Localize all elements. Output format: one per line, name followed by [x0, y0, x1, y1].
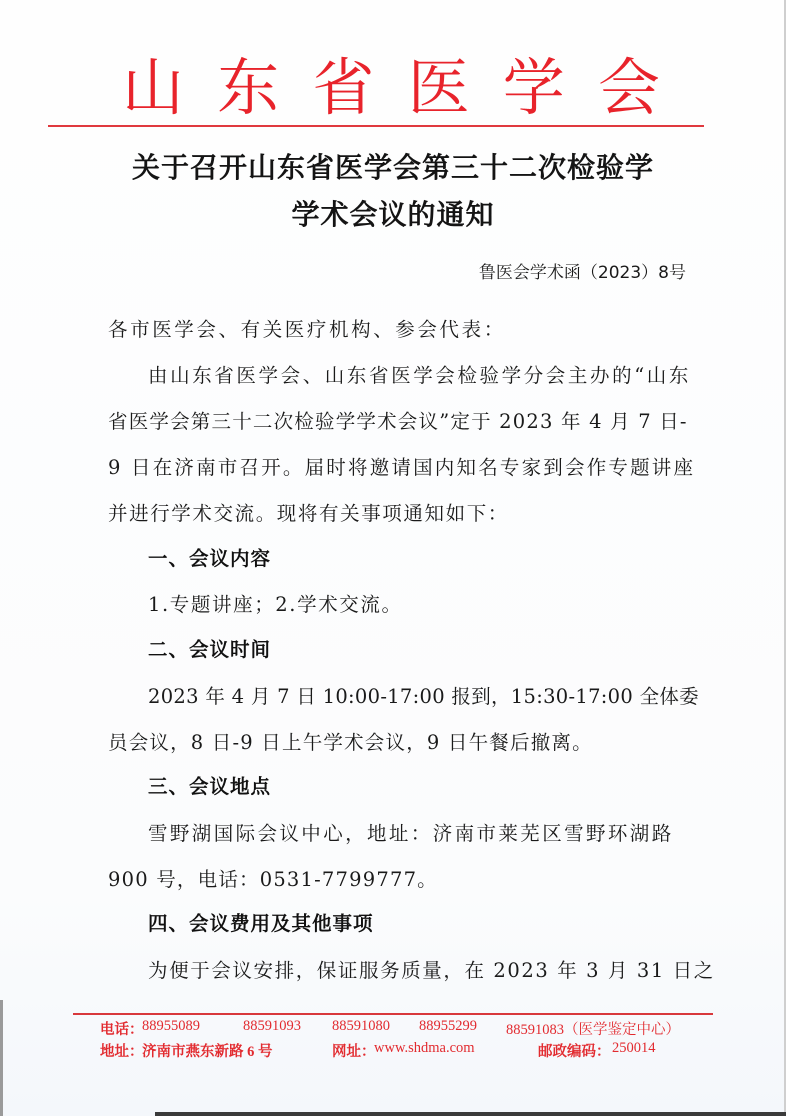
- section-line: 员会议，8 日-9 日上午学术会议，9 日午餐后撤离。: [108, 731, 593, 754]
- letterhead-divider: [48, 125, 704, 127]
- letterhead-char: 会: [597, 51, 660, 124]
- salutation: 各市医学会、有关医疗机构、参会代表：: [108, 318, 506, 341]
- letterhead-char: 山: [122, 51, 185, 124]
- scan-edge-left: [0, 1000, 3, 1116]
- postcode-label: 邮政编码：: [538, 1044, 611, 1060]
- section-line: 2023 年 4 月 7 日 10:00-17:00 报到，15:30-17:00 全体委: [148, 685, 699, 708]
- intro-line: 省医学会第三十二次检验学学术会议”定于 2023 年 4 月 7 日-: [108, 410, 688, 433]
- phone-number: 88955299: [419, 1018, 477, 1034]
- phone-number: 88591093: [243, 1018, 301, 1034]
- section-line: 为便于会议安排，保证服务质量，在 2023 年 3 月 31 日之: [148, 959, 715, 982]
- intro-line: 由山东省医学会、山东省医学会检验学分会主办的“山东: [148, 364, 691, 387]
- section-heading-time: 二、会议时间: [148, 638, 272, 661]
- phone-number: 88955089: [142, 1018, 200, 1034]
- section-line: 1.专题讲座；2.学术交流。: [148, 593, 403, 616]
- intro-line: 并进行学术交流。现将有关事项通知如下：: [108, 502, 509, 525]
- footer-divider: [73, 1013, 713, 1015]
- letterhead-char: 东: [217, 51, 280, 124]
- notice-title-line-2: 学术会议的通知: [291, 198, 495, 231]
- postcode-value: 250014: [612, 1040, 656, 1056]
- notice-title-line-1: 关于召开山东省医学会第三十二次检验学: [131, 151, 654, 184]
- address-label: 地址：: [100, 1044, 144, 1060]
- section-heading-fees: 四、会议费用及其他事项: [148, 912, 374, 935]
- section-heading-location: 三、会议地点: [148, 775, 272, 798]
- document-number: 鲁医会学术函（2023）8号: [478, 263, 686, 283]
- letterhead-char: 学: [502, 51, 565, 124]
- letterhead-title: [72, 52, 712, 124]
- letterhead-char: 省: [312, 51, 375, 124]
- phone-number: 88591080: [332, 1018, 390, 1034]
- section-heading-content: 一、会议内容: [148, 547, 272, 570]
- section-line: 雪野湖国际会议中心，地址：济南市莱芜区雪野环湖路: [148, 822, 674, 845]
- section-line: 900 号，电话：0531-7799777。: [108, 868, 438, 891]
- address-value: 济南市燕东新路 6 号: [142, 1044, 273, 1060]
- phone-label: 电话：: [100, 1022, 144, 1038]
- scan-edge-bottom: [155, 1112, 786, 1116]
- website-label: 网址：: [332, 1044, 376, 1060]
- intro-line: 9 日在济南市召开。届时将邀请国内知名专家到会作专题讲座: [108, 456, 696, 479]
- letterhead-char: 医: [407, 51, 470, 124]
- website-link[interactable]: www.shdma.com: [374, 1040, 475, 1056]
- phone-number: 88591083（医学鉴定中心）: [506, 1022, 680, 1038]
